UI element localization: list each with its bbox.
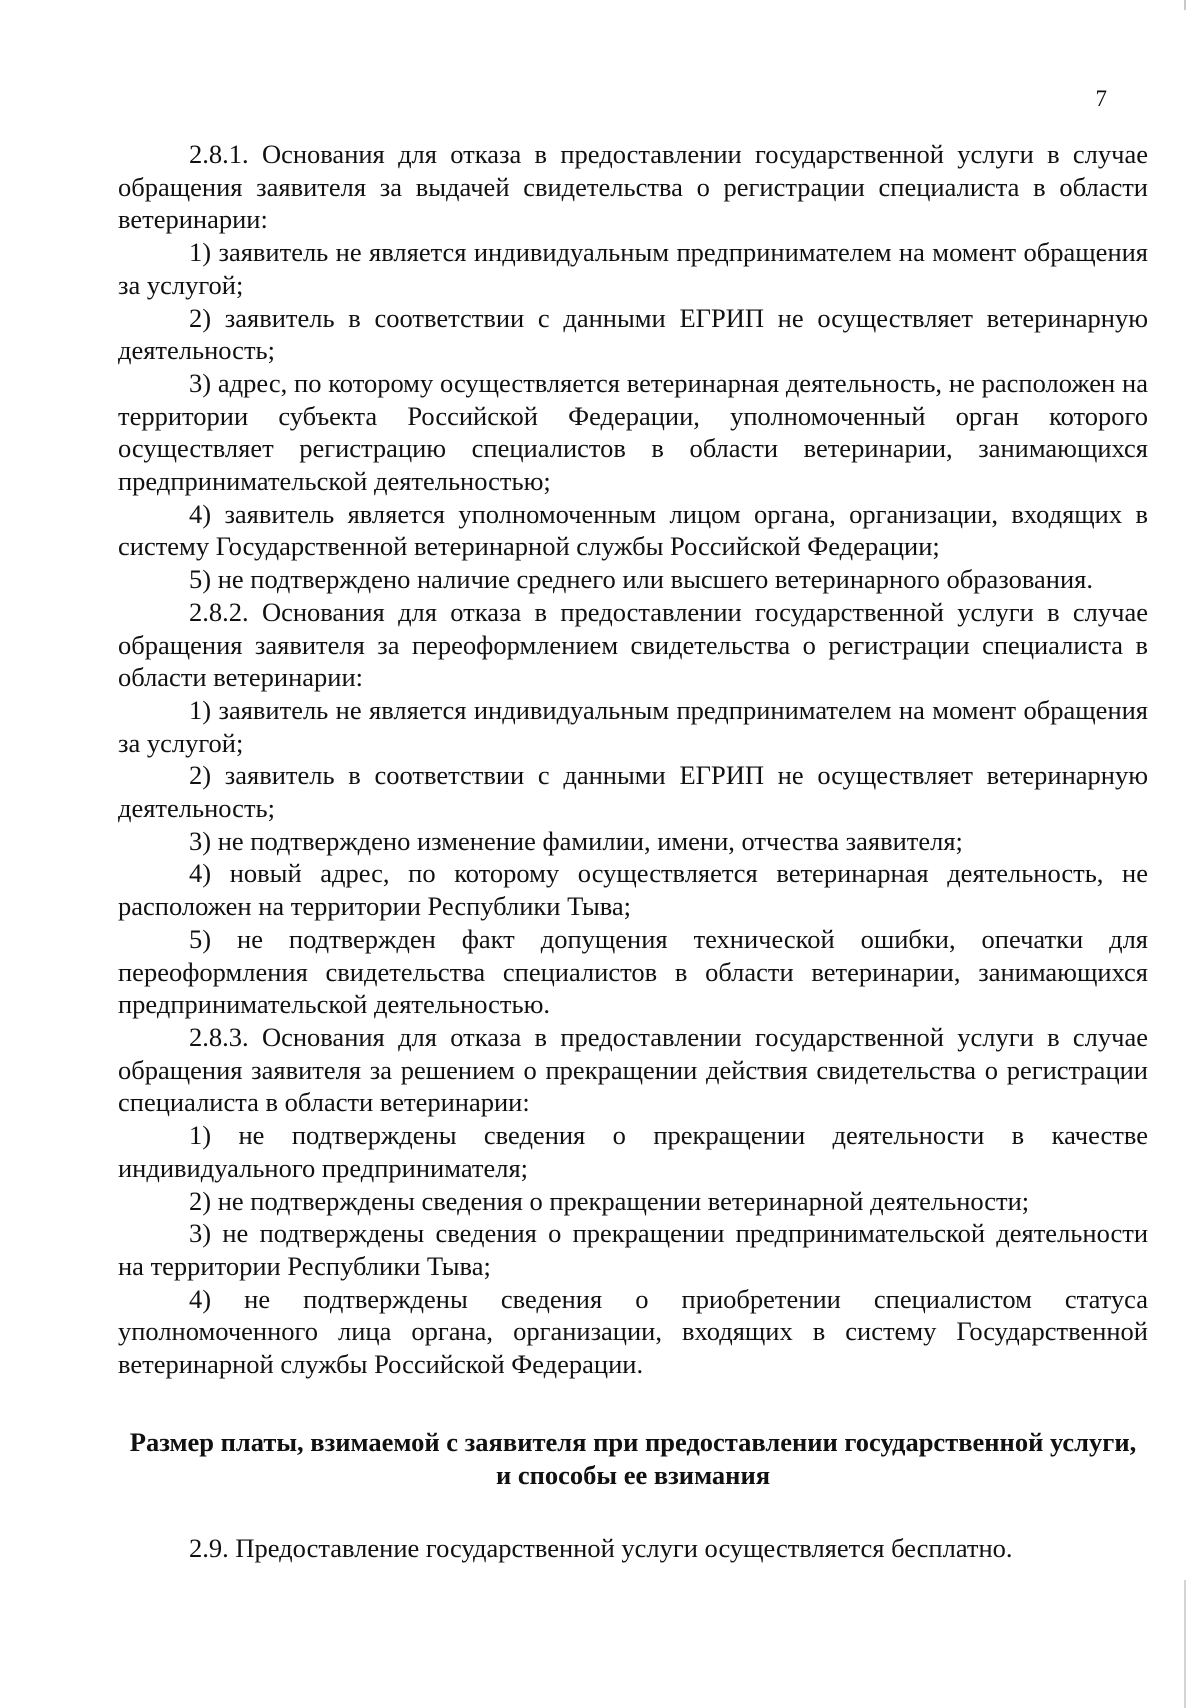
document-body xyxy=(118,138,1148,1564)
list-item: 1) не подтверждены сведения о прекращении деятельности в качестве индивидуального предпринимателя; xyxy=(118,1120,1148,1183)
list-item: 3) адрес, по которому осуществляется ветеринарная деятельность, не расположен на территории субъекта Российской Федерации, уполномоченный орган которого осуществляет регистрацию специалистов в области ветеринарии, занимающихся предпринимательской деятельностью; xyxy=(118,367,1148,497)
list-item: 4) не подтверждены сведения о приобретении специалистом статуса уполномоченного лица органа, организации, входящих в систему Государственной ветеринарной службы Российской Федерации. xyxy=(118,1283,1148,1380)
list-item: 2) заявитель в соответствии с данными ЕГРИП не осуществляет ветеринарную деятельность; xyxy=(118,760,1148,824)
scan-edge-top xyxy=(1184,0,1186,10)
list-item: 2) заявитель в соответствии с данными ЕГРИП не осуществляет ветеринарную деятельность; xyxy=(118,302,1148,366)
list-item: 3) не подтверждены сведения о прекращении предпринимательской деятельности на территории Республики Тыва; xyxy=(118,1218,1148,1281)
list-item: 4) заявитель является уполномоченным лицом органа, организации, входящих в систему Государственной ветеринарной службы Российской Федерации; xyxy=(118,498,1148,562)
list-item: 1) заявитель не является индивидуальным предпринимателем на момент обращения за услугой; xyxy=(118,237,1148,300)
paragraph-2-8-3: 2.8.3. Основания для отказа в предоставлении государственной услуги в случае обращения заявителя за решением о прекращении действия свидетельства о регистрации специалиста в области ветеринарии: xyxy=(118,1021,1148,1118)
paragraph-2-8-1: 2.8.1. Основания для отказа в предоставлении государственной услуги в случае обращения заявителя за выдачей свидетельства о регистрации специалиста в области ветеринарии: xyxy=(118,139,1148,235)
paragraph-2-8-2: 2.8.2. Основания для отказа в предоставлении государственной услуги в случае обращения заявителя за переоформлением свидетельства о регистрации специалиста в области ветеринарии: xyxy=(118,596,1148,693)
list-item: 5) не подтверждено наличие среднего или высшего ветеринарного образования. xyxy=(189,564,1093,595)
paragraph-2-9: 2.9. Предоставление государственной услуги осуществляется бесплатно. xyxy=(189,1532,1013,1563)
list-item: 4) новый адрес, по которому осуществляется ветеринарная деятельность, не расположен на территории Республики Тыва; xyxy=(118,858,1148,922)
list-item: 5) не подтвержден факт допущения технической ошибки, опечатки для переоформления свидетельства специалистов в области ветеринарии, занимающихся предпринимательской деятельностью. xyxy=(118,923,1148,1020)
list-item: 2) не подтверждены сведения о прекращении ветеринарной деятельности; xyxy=(189,1185,1030,1216)
list-item: 3) не подтверждено изменение фамилии, имени, отчества заявителя; xyxy=(189,825,963,856)
page-number: 7 xyxy=(1095,86,1107,111)
scan-edge-bottom xyxy=(1184,1580,1186,1708)
list-item: 1) заявитель не является индивидуальным предпринимателем на момент обращения за услугой; xyxy=(118,694,1148,758)
section-heading: Размер платы, взимаемой с заявителя при предоставлении государственной услуги, и способы ее взимания xyxy=(129,1426,1137,1490)
